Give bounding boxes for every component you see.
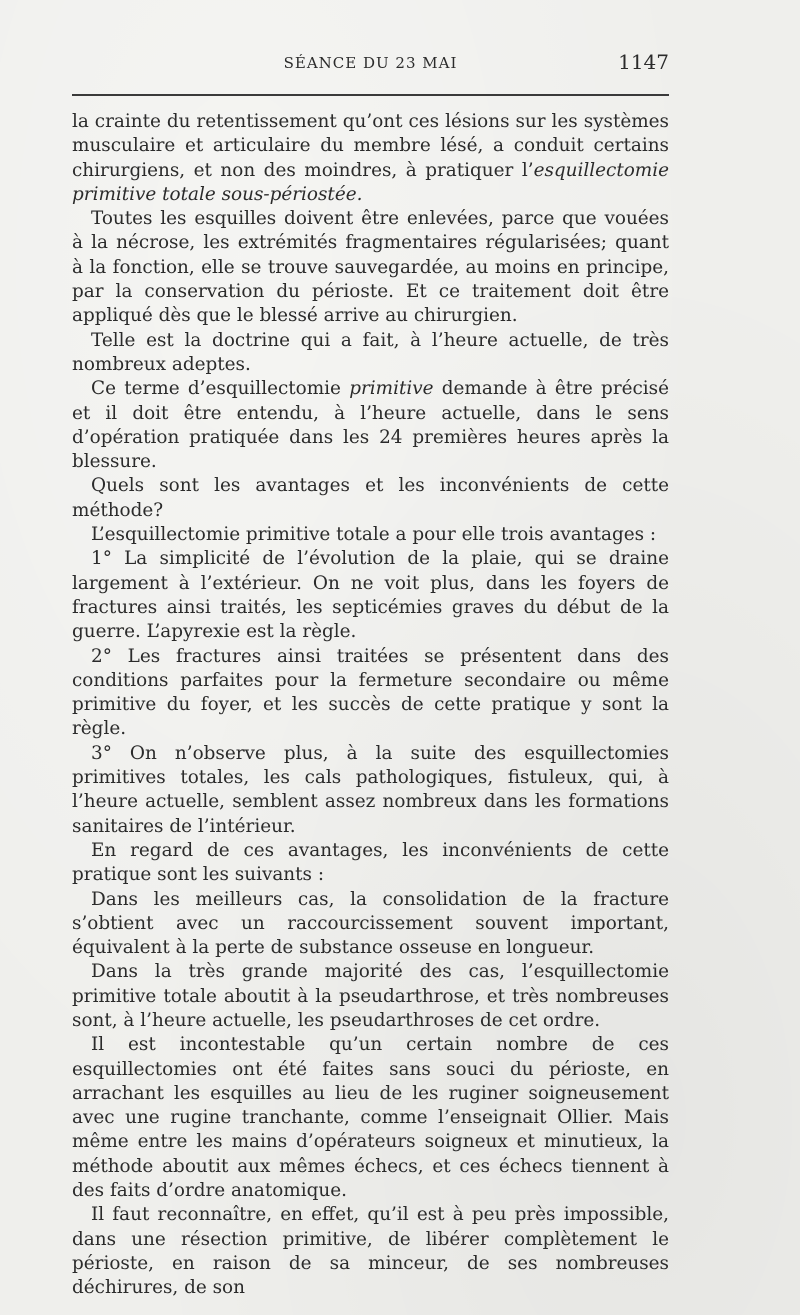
paragraph-text: Il faut reconnaître, en effet, qu’il est à peu près impossible, dans une résection primitive, de libérer complètement le périoste, en raison de sa minceur, de ses nombreuses déchirures, de son: [72, 1204, 669, 1299]
paragraph-13: [72, 1033, 669, 1203]
paragraph-5: [72, 474, 669, 523]
paragraph-text: En regard de ces avantages, les inconvénients de cette pratique sont les suivants :: [72, 839, 669, 886]
paragraph-text: L’esquillectomie primitive totale a pour elle trois avantages :: [91, 524, 657, 546]
page-header: [72, 50, 669, 78]
paragraph-14: [72, 1203, 669, 1300]
paragraph-9: [72, 742, 669, 839]
running-title: SÉANCE DU 23 MAI: [283, 54, 458, 72]
paragraph-2: [72, 207, 669, 328]
paragraph-text: Telle est la doctrine qui a fait, à l’heure actuelle, de très nombreux adeptes.: [72, 329, 669, 375]
paragraph-7: [72, 547, 669, 644]
page-number: 1147: [618, 50, 669, 74]
paragraph-3: [72, 329, 669, 378]
paragraph-6: [72, 523, 669, 547]
paragraph-8: [72, 645, 669, 742]
paragraph-text: Dans les meilleurs cas, la consolidation de la fracture s’obtient avec un raccourcissement souvent important, équivalent à la perte de substance osseuse en longueur.: [72, 888, 669, 959]
paragraph-text: demande à être précisé et il doit être entendu, à l’heure actuelle, dans le sens d’opération pratiquée dans les 24 premières heures après la blessure.: [72, 378, 670, 473]
italic-term: esquillectomie primitive totale sous-périostée.: [72, 159, 669, 205]
paragraph-text: Quels sont les avantages et les inconvénients de cette méthode?: [72, 475, 669, 521]
paragraph-text: Dans la très grande majorité des cas, l’esquillectomie primitive totale aboutit à la pseudarthrose, et très nombreuses sont, à l’heure actuelle, les pseudarthroses de cet ordre.: [72, 961, 669, 1031]
paragraph-text: la crainte du retentissement qu’ont ces lésions sur les systèmes musculaire et articulaire du membre lésé, a conduit certains chirurgiens, et non des moindres, à pratiquer l’: [72, 111, 669, 181]
header-rule: [72, 94, 669, 96]
paragraph-11: [72, 888, 669, 961]
paragraph-10: [72, 839, 669, 888]
paragraph-text: Il est incontestable qu’un certain nombre de ces esquillectomies ont été faites sans souci du périoste, en arrachant les esquilles au lieu de les ruginer soigneusement avec une rugine tranchante, comme l’enseignait Ollier. Mais même entre les mains d’opérateurs soigneux et minutieux, la méthode aboutit aux mêmes échecs, et ces échecs tiennent à des faits d’ordre anatomique.: [72, 1034, 669, 1202]
paragraph-text: 3° On n’observe plus, à la suite des esquillectomies primitives totales, les cals pathologiques, fistuleux, qui, à l’heure actuelle, semblent assez nombreux dans les formations sanitaires de l’intérieur.: [72, 742, 669, 837]
body-text: [72, 110, 669, 1301]
paragraph-text: 1° La simplicité de l’évolution de la plaie, qui se draine largement à l’extérieur. On ne voit plus, dans les foyers de fractures ainsi traités, les septicémies graves du début de la guerre. L’apyrexie est la règle.: [72, 548, 669, 643]
paragraph-text: Toutes les esquilles doivent être enlevées, parce que vouées à la nécrose, les extrémités fragmentaires régularisées; quant à la fonction, elle se trouve sauvegardée, au moins en principe, par la conservation du périoste. Et ce traitement doit être appliqué dès que le blessé arrive au chirurgien.: [72, 208, 669, 327]
paragraph-1: [72, 110, 669, 207]
italic-term: primitive: [349, 378, 434, 400]
paragraph-12: [72, 960, 669, 1033]
paragraph-4: [72, 377, 669, 474]
paragraph-text: 2° Les fractures ainsi traitées se présentent dans des conditions parfaites pour la fermeture secondaire ou même primitive du foyer, et les succès de cette pratique y sont la règle.: [72, 645, 669, 740]
paragraph-text: Ce terme d’esquillectomie: [91, 378, 350, 400]
